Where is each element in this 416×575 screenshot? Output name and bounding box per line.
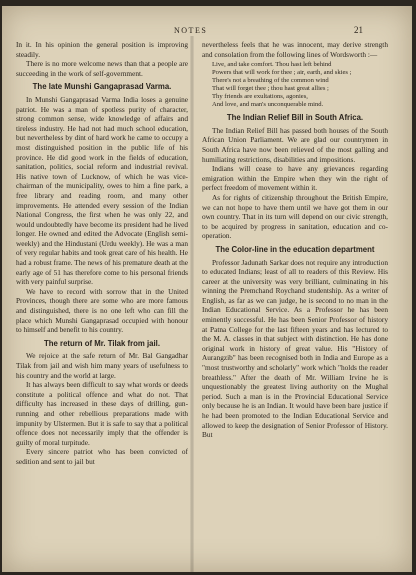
body-paragraph: It has always been difficult to say what words or deeds constitute a political offence and what do not. That difficulty has increased in these days of drilling, gun-running and other rebellious preparations made with impunity by Ulstermen. But it is safe to say that a political offence does not necessarily imply that the offender is guilty of moral turpitude.: [16, 380, 188, 447]
wordsworth-poem: [212, 61, 388, 109]
right-column: [202, 40, 388, 440]
page-header: [2, 26, 412, 38]
intro-paragraph: nevertheless feels that he was innocent, may derive strength and consolation from the following lines of Wordsworth :—: [202, 40, 388, 59]
poem-line: And love, and man's unconquerable mind.: [212, 101, 324, 109]
body-paragraph: In Munshi Gangaprasad Varma India loses a genuine patriot. He was a man of spotless purity of character, strong common sense, wide knowledge of affairs and tireless industry. He had not had much school education, but nevertheless by dint of hard work he came to occupy a most distinguished position in the public life of his province. He did good work in the fields of education, sanitation, politics, social reform and industrial revival. His native town of Lucknow, of which he was vice-chairman of the municipality, owes to him a fine park, a free library and reading room, and many other improvements. He attended every session of the Indian National Congress, the first when he was only 22, and would undoubtedly have become its president had he lived longer. He owned and edited the Advocate (English semi-weekly) and the Hindustani (Urdu weekly). He was a man of very regular habits and took great care of his health. He had a robust frame. The news of his premature death at the early age of 51 has therefore come to his personal friends with very painful surprise.: [16, 94, 188, 287]
body-paragraph: We rejoice at the safe return of Mr. Bal Gangadhar Tilak from jail and wish him many years of usefulness to his country and the world at large.: [16, 351, 188, 380]
page-gutter: [190, 36, 194, 572]
poem-line: Live, and take comfort. Thou hast left behind: [212, 61, 332, 69]
section-heading-tilak: The return of Mr. Tilak from jail.: [44, 338, 160, 348]
body-paragraph: As for rights of citizenship throughout the British Empire, we can not hope to have them until we have got them in our own country. That in its turn will depend on our civic strength, to be acquired by progress in sanitation, education and co-operation.: [202, 192, 388, 241]
section-heading-relief-bill: The Indian Relief Bill in South Africa.: [226, 113, 364, 123]
body-paragraph: The Indian Relief Bill has passed both houses of the South African Union Parliament. We are glad our countrymen in South Africa have now been relieved of the most galling and humiliating restrictions, disabilities and impositions.: [202, 125, 388, 164]
intro-paragraph: In it. In his opinion the general position is improving steadily.: [16, 40, 188, 59]
section-heading-gangaprasad: The late Munshi Gangaprasad Varma.: [32, 82, 172, 92]
body-paragraph: Indians will cease to have any grievances regarding emigration within the Empire when they win the right of perfect freedom of movement within it.: [202, 164, 388, 193]
body-paragraph: Every sincere patriot who has been convicted of sedition and sent to jail but: [16, 447, 188, 466]
body-paragraph: Professor Jadunath Sarkar does not require any introduction to educated Indians; least of all to readers of this Review. His career at the university was very brilliant, culminating in his winning the Premchand Roychand studentship. As a writer of English, as far as we can judge, he is second to no man in the Indian Educational Service. As a Professor he has been eminently successful. He has been Senior Professor of history at Patna College for the last fifteen years and has lectured to the M. A. classes in that subject with distinction. He has done original work in history of great value. His "History of Aurangzib" has been recognised both in India and Europe as a "most trustworthy and scholarly" work which "holds the reader breathless." After the death of Mr. William Irvine he is unquestionably the greatest living authority on the Mughal period. Such a man is in the Provincial Educational Service only because he is an Indian. It would have been bare justice if he had been promoted to the Indian Educational Service and allowed to keep the designation of Senior Professor of History. But: [202, 257, 388, 440]
left-column: [16, 40, 188, 467]
poem-line: Thy friends are exultations, agonies,: [212, 93, 308, 101]
poem-line: There's not a breathing of the common wind: [212, 77, 329, 85]
poem-line: That will forget thee ; thou hast great allies ;: [212, 85, 329, 93]
page-number: 21: [354, 25, 363, 35]
body-paragraph: We have to record with sorrow that in the United Provinces, though there are some who are more famous and distinguished, there is no one left who can fill the place which Munshi Gangaprasad occupied with honour to himself and benefit to his country.: [16, 286, 188, 335]
intro-paragraph: There is no more welcome news than that a people are succeeding in the work of self-government.: [16, 59, 188, 78]
poem-line: Powers that will work for thee ; air, earth, and skies ;: [212, 69, 352, 77]
running-title: NOTES: [174, 26, 208, 35]
magazine-page: [2, 6, 412, 572]
section-heading-color-line: The Color-line in the education department: [215, 244, 375, 254]
